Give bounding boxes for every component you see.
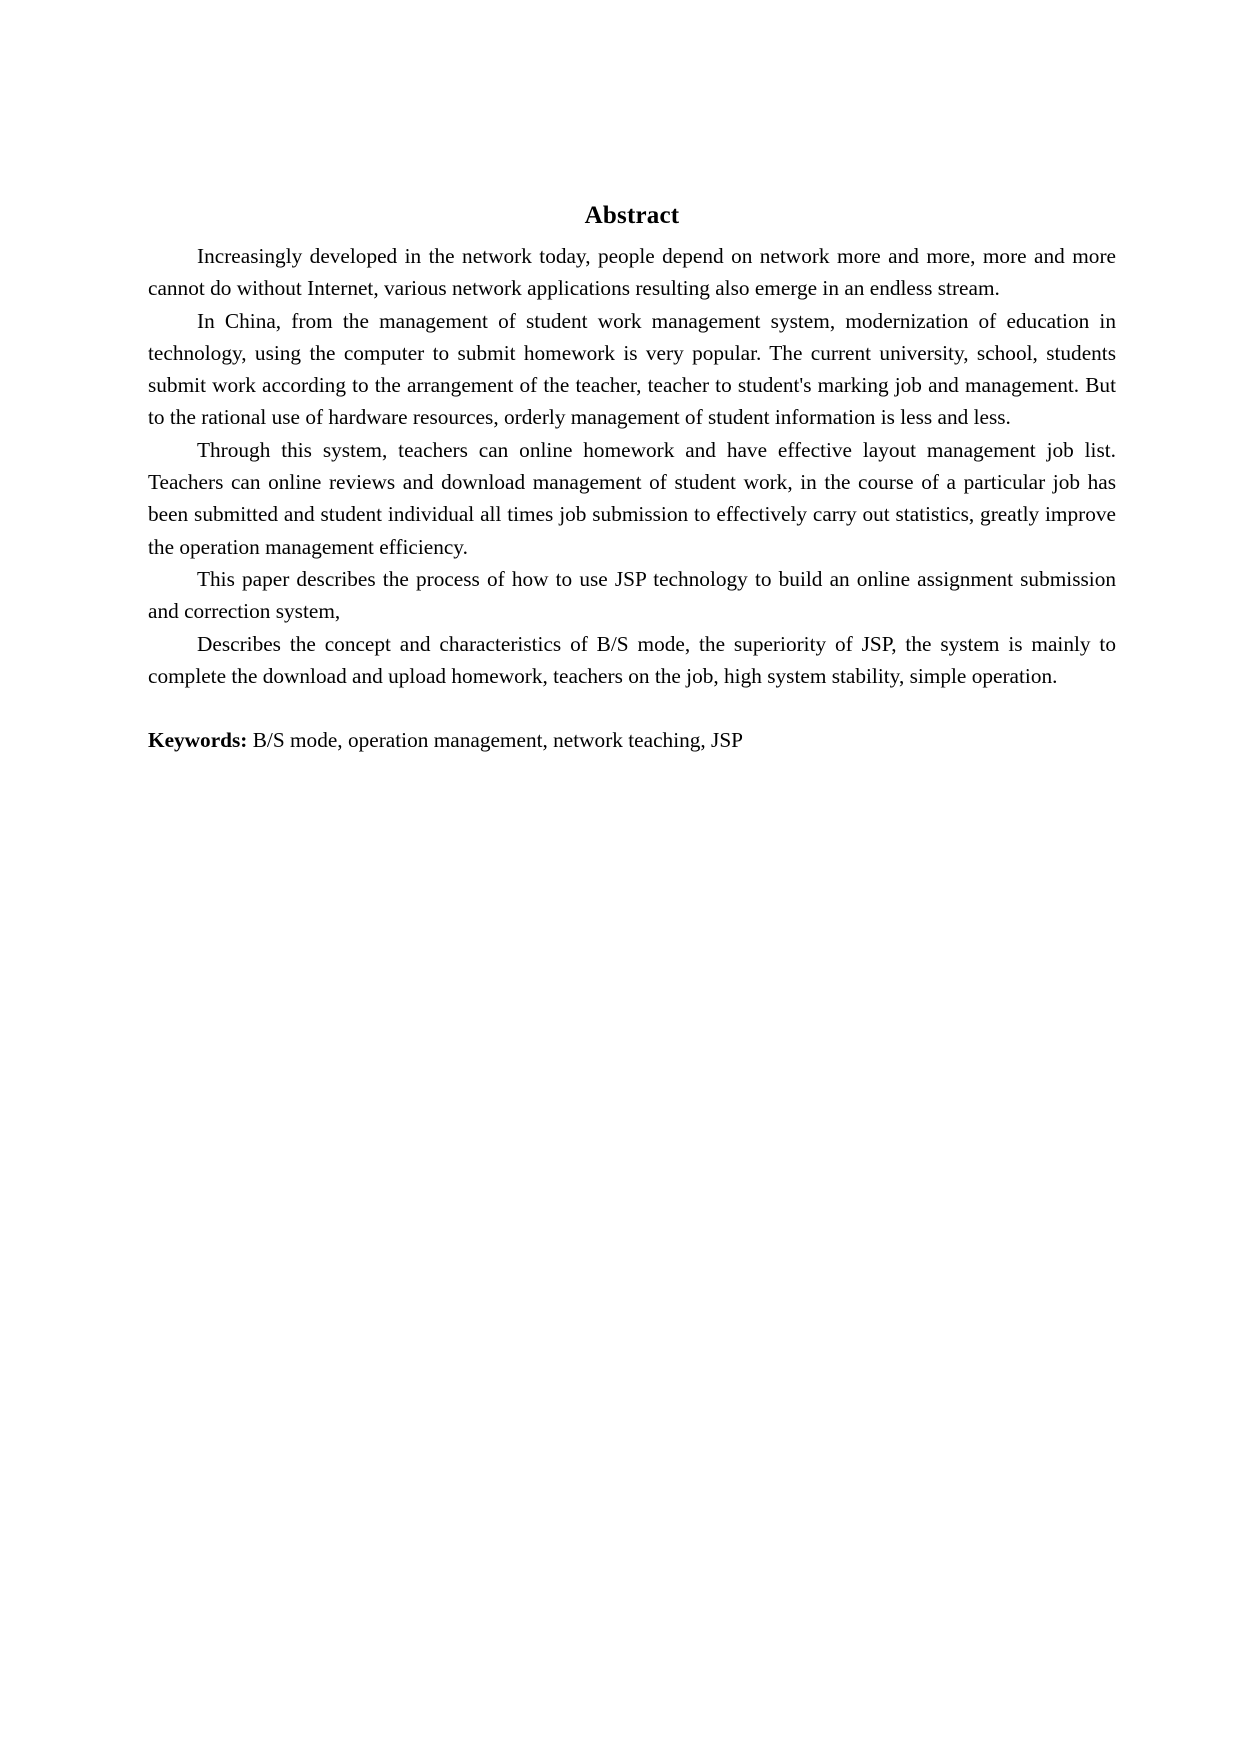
abstract-paragraph: Through this system, teachers can online homework and have effective layout management job list. Teachers can online reviews and download management of student work, in the course of a particular job has been submitted and student individual all times job submission to effectively carry out statistics, greatly improve the operation management efficiency. bbox=[148, 437, 1116, 559]
abstract-section bbox=[148, 196, 1116, 756]
abstract-paragraph: This paper describes the process of how to use JSP technology to build an online assignment submission and correction system, bbox=[148, 566, 1116, 624]
keywords-line bbox=[148, 724, 1116, 756]
keywords-label: Keywords: bbox=[148, 728, 248, 753]
abstract-paragraph: Describes the concept and characteristics of B/S mode, the superiority of JSP, the system is mainly to complete the download and upload homework, teachers on the job, high system stability, simple operation. bbox=[148, 631, 1116, 688]
keywords-text: B/S mode, operation management, network teaching, JSP bbox=[247, 728, 744, 753]
abstract-paragraph: Increasingly developed in the network today, people depend on network more and more, more and more cannot do without Internet, various network applications resulting also emerge in an endless stream. bbox=[148, 244, 1116, 301]
abstract-title: Abstract bbox=[584, 202, 680, 229]
abstract-paragraph: In China, from the management of student work management system, modernization of education in technology, using the computer to submit homework is very popular. The current university, school, students submit work according to the arrangement of the teacher, teacher to student's marking job and management. But to the rational use of hardware resources, orderly management of student information is less and less. bbox=[148, 308, 1116, 430]
